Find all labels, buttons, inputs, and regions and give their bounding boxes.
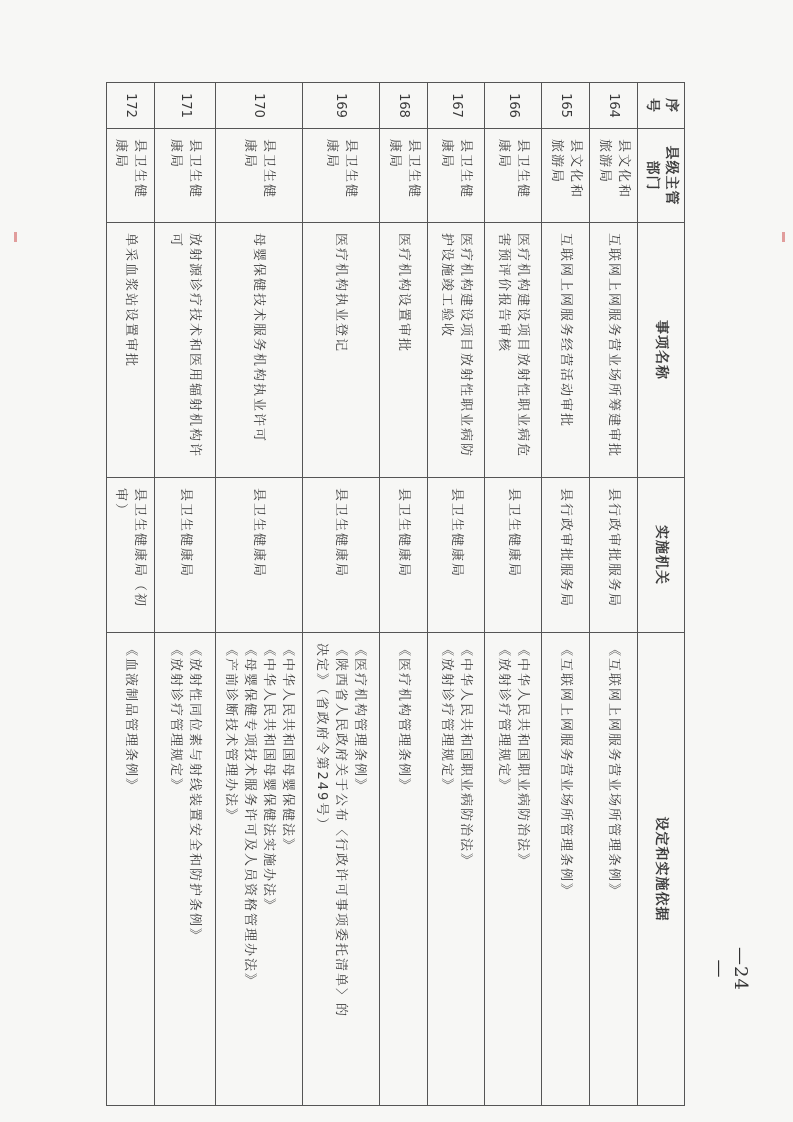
cell-item: 医疗机构建设项目放射性职业病防护设施竣工验收 <box>428 223 485 478</box>
cell-agency: 县卫生健康局 <box>428 478 485 633</box>
cell-dept: 县卫生健康局 <box>302 129 379 223</box>
cell-basis <box>154 633 215 1106</box>
cell-dept: 县卫生健康局 <box>154 129 215 223</box>
cell-agency: 县卫生健康局 <box>302 478 379 633</box>
cell-basis <box>107 633 155 1106</box>
cell-item: 母婴保健技术服务机构执业许可 <box>216 223 303 478</box>
cell-agency: 县行政审批服务局 <box>542 478 590 633</box>
table-row <box>380 83 428 1106</box>
basis-line: 《医疗机构管理条例》 <box>396 643 412 794</box>
page-edge-mark <box>782 232 785 242</box>
cell-seq: 169 <box>302 83 379 129</box>
cell-agency: 县卫生健康局（初审） <box>107 478 155 633</box>
cell-dept: 县卫生健康局 <box>107 129 155 223</box>
cell-dept: 县文化和旅游局 <box>590 129 638 223</box>
basis-line: 《中华人民共和国母婴保健法》 <box>279 643 295 854</box>
cell-seq: 165 <box>542 83 590 129</box>
header-item: 事项名称 <box>638 223 685 478</box>
cell-dept: 县卫生健康局 <box>428 129 485 223</box>
cell-seq: 171 <box>154 83 215 129</box>
basis-line: 《放射诊疗管理规定》 <box>439 643 455 794</box>
cell-basis <box>485 633 542 1106</box>
cell-agency: 县行政审批服务局 <box>590 478 638 633</box>
cell-dept: 县卫生健康局 <box>216 129 303 223</box>
basis-line: 《中华人民共和国职业病防治法》 <box>458 643 474 869</box>
basis-line: 《中华人民共和国母婴保健法实施办法》 <box>260 643 276 914</box>
basis-line: 《放射诊疗管理规定》 <box>496 643 512 794</box>
table-row <box>542 83 590 1106</box>
items-table <box>106 82 685 1106</box>
cell-item: 单采血浆站设置审批 <box>107 223 155 478</box>
basis-line: 《互联网上网服务营业场所管理条例》 <box>606 643 622 899</box>
cell-dept: 县文化和旅游局 <box>542 129 590 223</box>
cell-item: 互联网上网服务经营活动审批 <box>542 223 590 478</box>
cell-item: 医疗机构设置审批 <box>380 223 428 478</box>
cell-seq: 166 <box>485 83 542 129</box>
cell-seq: 172 <box>107 83 155 129</box>
cell-agency: 县卫生健康局 <box>216 478 303 633</box>
page-number: —24— <box>709 947 751 991</box>
cell-item: 医疗机构执业登记 <box>302 223 379 478</box>
cell-seq: 168 <box>380 83 428 129</box>
cell-basis <box>590 633 638 1106</box>
table-row <box>590 83 638 1106</box>
cell-basis <box>216 633 303 1106</box>
page-edge-mark <box>14 232 17 242</box>
basis-line: 《互联网上网服务营业场所管理条例》 <box>558 643 574 899</box>
cell-basis <box>428 633 485 1106</box>
table-row <box>428 83 485 1106</box>
header-seq: 序号 <box>638 83 685 129</box>
cell-basis <box>542 633 590 1106</box>
basis-line: 《产前诊断技术管理办法》 <box>222 643 238 824</box>
cell-item: 医疗机构建设项目放射性职业病危害预评价报告审核 <box>485 223 542 478</box>
table-row <box>216 83 303 1106</box>
cell-agency: 县卫生健康局 <box>485 478 542 633</box>
header-basis: 设定和实施依据 <box>638 633 685 1106</box>
basis-line: 《陕西省人民政府关于公布〈行政许可事项委托清单〉的 <box>333 643 349 1019</box>
cell-dept: 县卫生健康局 <box>380 129 428 223</box>
header-dept: 县级主管部门 <box>638 129 685 223</box>
table-row <box>302 83 379 1106</box>
table-header-row <box>638 83 685 1106</box>
cell-dept: 县卫生健康局 <box>485 129 542 223</box>
table-row <box>154 83 215 1106</box>
cell-seq: 167 <box>428 83 485 129</box>
cell-agency: 县卫生健康局 <box>154 478 215 633</box>
cell-seq: 170 <box>216 83 303 129</box>
basis-line: 《母婴保健专项技术服务许可及人员资格管理办法》 <box>241 643 257 989</box>
cell-seq: 164 <box>590 83 638 129</box>
header-agency: 实施机关 <box>638 478 685 633</box>
basis-line: 决定》（省政府令第249号） <box>314 643 330 833</box>
rotated-document <box>106 82 685 1105</box>
cell-item: 互联网上网服务营业场所筹建审批 <box>590 223 638 478</box>
cell-item: 放射源诊疗技术和医用辐射机构许可 <box>154 223 215 478</box>
basis-line: 《血液制品管理条例》 <box>123 643 138 794</box>
cell-basis <box>302 633 379 1106</box>
basis-line: 《放射性同位素与射线装置安全和防护条例》 <box>187 643 203 944</box>
table-row <box>485 83 542 1106</box>
basis-line: 《中华人民共和国职业病防治法》 <box>515 643 531 869</box>
basis-line: 《放射诊疗管理规定》 <box>168 643 184 794</box>
cell-basis <box>380 633 428 1106</box>
cell-agency: 县卫生健康局 <box>380 478 428 633</box>
table-row <box>107 83 155 1106</box>
basis-line: 《医疗机构管理条例》 <box>352 643 368 794</box>
